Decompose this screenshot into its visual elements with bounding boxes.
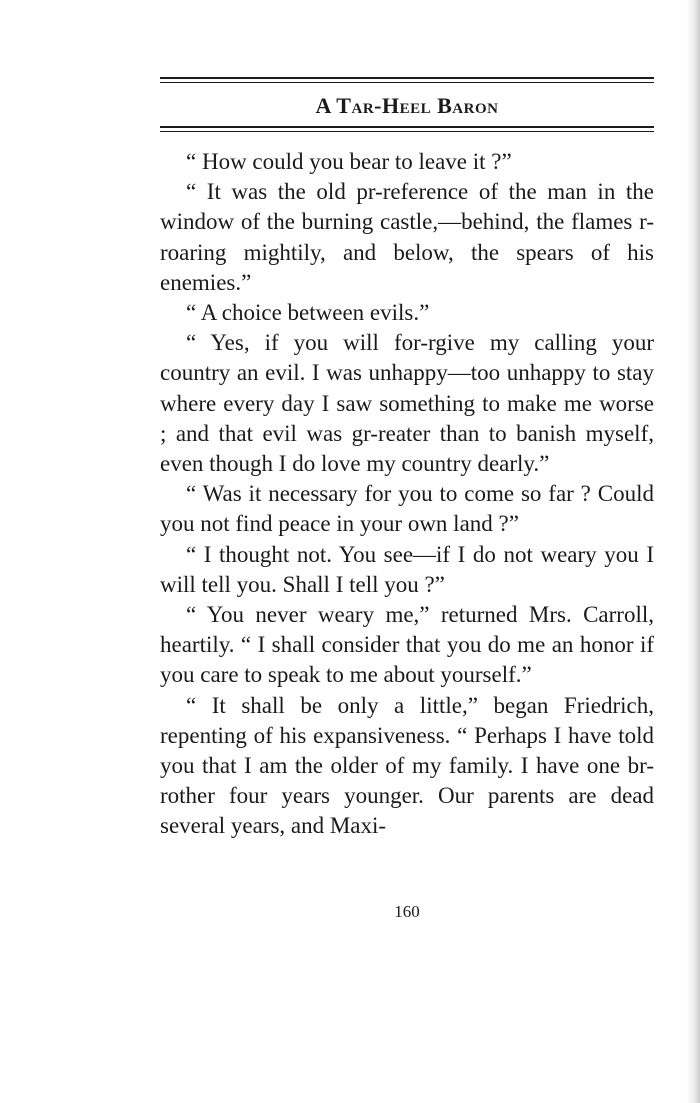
paragraph: “ A choice between evils.”: [186, 300, 430, 326]
header-rule-top: [160, 77, 654, 83]
page-number: 160: [394, 902, 420, 921]
paragraph: “ It shall be only a little,” began Friedrich, repenting of his expansiveness. “ Perhaps I have told you that I am the older of my family. I have one br-rother four years younger. Our parents are dead several years, and Maxi-: [160, 692, 654, 839]
paragraph: “ It was the old pr-reference of the man in the window of the burning castle,—behind, the flames r-roaring mightily, and below, the spears of his enemies.”: [160, 179, 654, 295]
paragraph: “ How could you bear to leave it ?”: [186, 149, 512, 174]
running-title: A Tar-Heel Baron: [315, 93, 499, 118]
header-rule-bottom: [160, 126, 654, 132]
paragraph: “ Yes, if you will for-rgive my calling your country an evil. I was unhappy—too unhappy to stay where every day I saw something to make me worse ; and that evil was gr-reater than to banish myself, even though I do love my country dearly.”: [160, 330, 654, 477]
body-text: [160, 147, 654, 842]
page-edge-shadow: [686, 0, 700, 1103]
paragraph: “ Was it necessary for you to come so far ? Could you not find peace in your own land ?”: [160, 481, 654, 537]
paragraph: “ I thought not. You see—if I do not weary you I will tell you. Shall I tell you ?”: [160, 541, 654, 597]
paragraph: “ You never weary me,” returned Mrs. Carroll, heartily. “ I shall consider that you do me an honor if you care to speak to me about yourself.”: [160, 602, 654, 688]
